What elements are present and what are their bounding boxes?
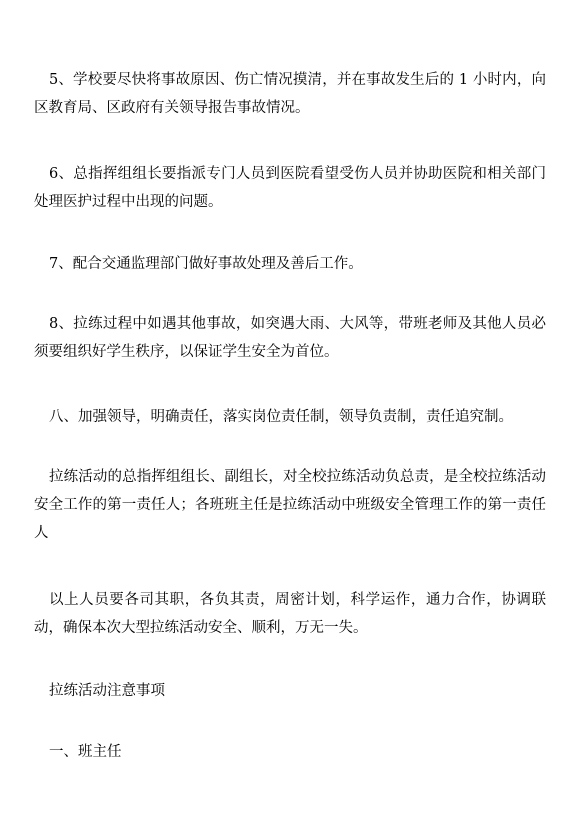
section-title: 拉练活动注意事项: [49, 683, 165, 699]
paragraph-responsibility: 拉练活动的总指挥组组长、副组长，对全校拉练活动负总责，是全校拉练活动安全工作的第一责任人；各班班主任是拉练活动中班级安全管理工作的第一责任人: [34, 469, 546, 541]
paragraph-item-7: 7、配合交通监理部门做好事故处理及善后工作。: [49, 256, 363, 272]
subsection-title: 一、班主任: [49, 744, 122, 760]
paragraph-item-6: 6、总指挥组组长要指派专门人员到医院看望受伤人员并协助医院和相关部门处理医护过程中出现的问题。: [34, 166, 546, 210]
paragraph-item-5: 5、学校要尽快将事故原因、伤亡情况摸清，并在事故发生后的 1 小时内，向区教育局、区政府有关领导报告事故情况。: [34, 72, 546, 116]
paragraph-section-8: 八、加强领导，明确责任，落实岗位责任制，领导负责制，责任追究制。: [49, 409, 513, 425]
paragraph-item-8: 8、拉练过程中如遇其他事故，如突遇大雨、大风等，带班老师及其他人员必须要组织好学生秩序，以保证学生安全为首位。: [34, 316, 546, 360]
paragraph-summary: 以上人员要各司其职，各负其责，周密计划，科学运作，通力合作，协调联动，确保本次大型拉练活动安全、顺利，万无一失。: [34, 592, 546, 636]
